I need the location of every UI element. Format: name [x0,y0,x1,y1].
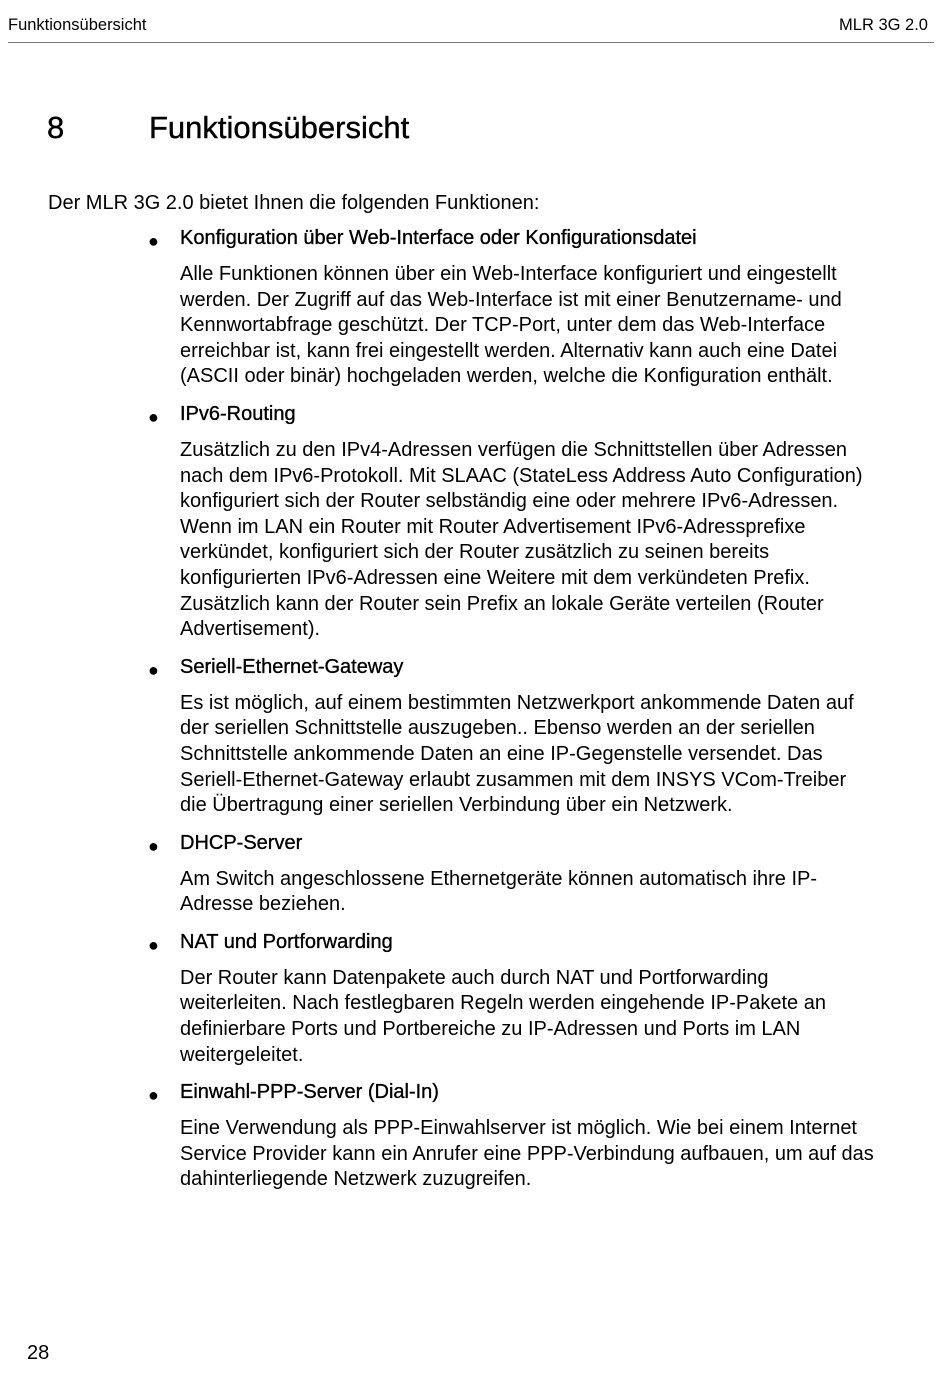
feature-list [148,226,878,1205]
bullet-icon: ● [148,231,159,251]
running-header [8,16,934,43]
feature-description: Es ist möglich, auf einem bestimmten Netzwerkport ankommende Daten auf der seriellen Schnittstelle auszugeben.. Ebenso werden an der seriellen Schnittstelle ankommende Daten an eine IP-Gegenstelle versendet. Das Seriell-Ethernet-Gateway erlaubt zusammen mit dem INSYS VCom-Treiber die Übertragung einer seriellen Verbindung über ein Netzwerk. [180,691,854,817]
bullet-icon: ● [148,835,159,856]
chapter-title: Funktionsübersicht [149,110,410,145]
feature-title: NAT und Portforwarding [180,930,393,953]
header-product-name: MLR 3G 2.0 [839,16,928,34]
feature-item [148,1080,878,1193]
page-number: 28 [27,1342,50,1364]
feature-title: Konfiguration über Web-Interface oder Konfigurationsdatei [180,227,697,249]
header-section-title: Funktionsübersicht [8,16,147,34]
feature-item [148,226,878,390]
feature-description: Alle Funktionen können über ein Web-Interface konfiguriert und eingestellt werden. Der Zugriff auf das Web-Interface ist mit einer Benutzername- und Kennwortabfrage geschützt. Der TCP-Port, unter dem das Web-Interface erreichbar ist, kann frei eingestellt werden. Alternativ kann auch eine Datei (ASCII oder binär) hochgeladen werden, welche die Konfiguration enthält. [180,263,842,388]
feature-description: Zusätzlich zu den IPv4-Adressen verfügen die Schnittstellen über Adressen nach dem IPv6-Protokoll. Mit SLAAC (StateLess Address Auto Configuration) konfiguriert sich der Router selbständig eine oder mehrere IPv6-Adressen. Wenn im LAN ein Router mit Router Advertisement IPv6-Adressprefixe verkündet, konfiguriert sich der Router zusätzlich zu seinen bereits konfigurierten IPv6-Adressen eine Weitere mit dem verkündeten Prefix. Zusätzlich kann der Router sein Prefix an lokale Geräte verteilen (Router Advertisement). [180,438,863,641]
feature-title: Einwahl-PPP-Server (Dial-In) [180,1081,439,1104]
feature-item [148,930,878,1068]
feature-item [148,402,878,643]
feature-description: Eine Verwendung als PPP-Einwahlserver ist möglich. Wie bei einem Internet Service Provider kann ein Anrufer eine PPP-Verbindung aufbauen, um auf das dahinterliegende Netzwerk zuzugreifen. [180,1117,874,1191]
feature-title: DHCP-Server [180,831,303,854]
chapter-number: 8 [47,110,65,145]
bullet-icon: ● [148,659,159,680]
bullet-icon: ● [148,1085,159,1106]
feature-description: Der Router kann Datenpakete auch durch NAT und Portforwarding weiterleiten. Nach festlegbaren Regeln werden eingehende IP-Pakete an definierbare Ports und Portbereiche zu IP-Adressen und Ports im LAN weitergeleitet. [180,966,826,1066]
feature-description: Am Switch angeschlossene Ethernetgeräte können automatisch ihre IP-Adresse beziehen. [180,867,818,916]
chapter-heading [47,110,409,146]
feature-title: IPv6-Routing [180,402,296,425]
feature-title: Seriell-Ethernet-Gateway [180,655,404,678]
feature-item [148,655,878,819]
feature-item [148,831,878,918]
bullet-icon: ● [148,406,159,427]
intro-paragraph: Der MLR 3G 2.0 bietet Ihnen die folgenden Funktionen: [48,192,540,214]
bullet-icon: ● [148,934,159,955]
